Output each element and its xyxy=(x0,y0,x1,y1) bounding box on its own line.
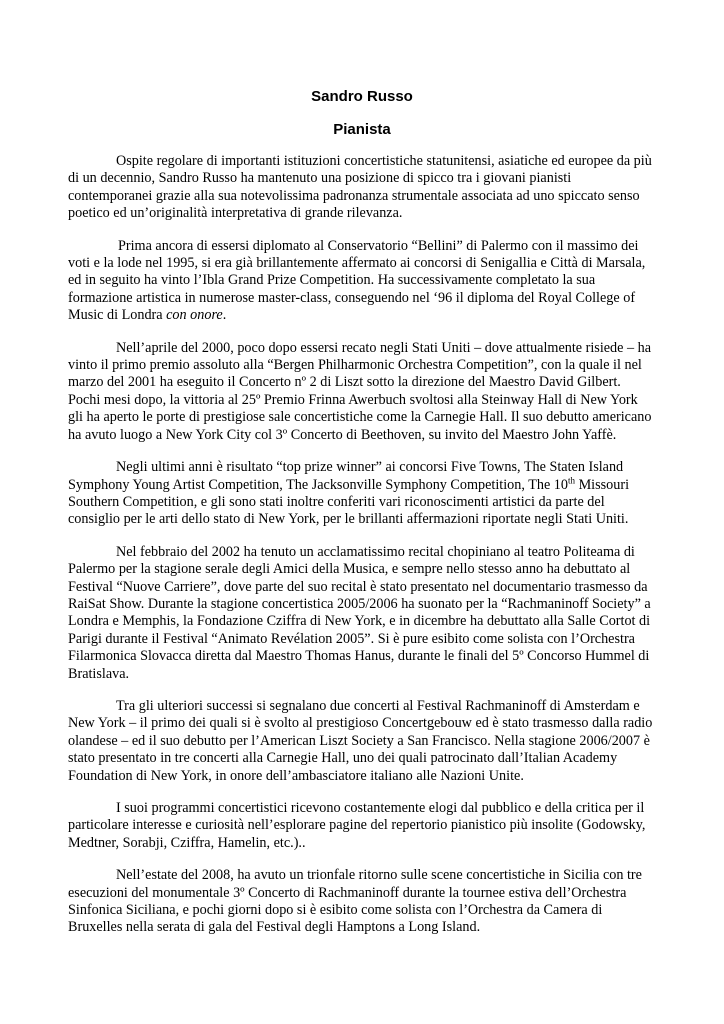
paragraph-8: Nell’estate del 2008, ha avuto un trionfale ritorno sulle scene concertistiche in Sicilia con tre esecuzioni del monumentale 3º Concerto di Rachmaninoff durante la tournee estiva dell’Orchestra Sinfonica Siciliana, e pochi giorni dopo si è esibito come solista con l’Orchestra da Camera di Bruxelles nella serata di gala del Festival degli Hamptons a Long Island. xyxy=(68,867,642,936)
paragraph-2-emphasis: con onore xyxy=(166,307,223,324)
paragraph-6: Tra gli ulteriori successi si segnalano due concerti al Festival Rachmaninoff di Amsterdam e New York – il primo dei quali si è svolto al prestigioso Concertgebouw ed è stato trasmesso dalla radio olandese – ed il suo debutto per l’American Liszt Society a San Francisco. Nella stagione 2006/2007 è stato presentato in tre concerti alla Carnegie Hall, uno dei quali patrocinato dall’Italian Academy Foundation di New York, in onore dell’ambasciatore italiano alle Nazioni Unite. xyxy=(68,697,653,784)
page-title: Sandro Russo xyxy=(311,88,413,105)
paragraph-2: Prima ancora di essersi diplomato al Conservatorio “Bellini” di Palermo con il massimo dei voti e la lode nel 1995, si era già brillantemente affermato ai concorsi di Senigallia e Città di Marsala, ed in seguito ha vinto l’Ibla Grand Prize Competition. Ha successivamente completato la sua formazione artistica in numerose master-class, conseguendo nel ‘96 il diploma del Royal College of Music di Londra con onore. xyxy=(68,237,646,324)
paragraph-7: I suoi programmi concertistici ricevono costantemente elogi dal pubblico e della critica per il particolare interesse e curiosità nell’esplorare pagine del repertorio pianistico più insolite (Godowsky, Medtner, Sorabji, Cziffra, Hamelin, etc.).. xyxy=(68,800,646,851)
paragraph-2-text: Prima ancora di essersi diplomato al Conservatorio “Bellini” di Palermo con il massimo dei voti e la lode nel 1995, si era già brillantemente affermato ai concorsi di Senigallia e Città di Marsala, ed in seguito ha vinto l’Ibla Grand Prize Competition. Ha successivamente completato la sua formazione artistica in numerose master-class, conseguendo nel ‘96 il diploma del Royal College of Music di Londra xyxy=(68,237,646,324)
document-body xyxy=(68,88,656,952)
paragraph-1: Ospite regolare di importanti istituzioni concertistiche statunitensi, asiatiche ed europee da più di un decennio, Sandro Russo ha mantenuto una posizione di spicco tra i giovani pianisti contemporanei grazie alla sua notevolissima padronanza strumentale associata ad uno spiccato senso poetico ed un’originalità interpretativa di grande rilevanza. xyxy=(68,153,652,222)
paragraph-4 xyxy=(68,459,656,529)
page-subtitle: Pianista xyxy=(333,121,391,138)
paragraph-4-superscript: th xyxy=(568,474,576,485)
paragraph-3: Nell’aprile del 2000, poco dopo essersi recato negli Stati Uniti – dove attualmente risiede – ha vinto il primo premio assoluto alla “Bergen Philharmonic Orchestra Competition”, con la quale il nel marzo del 2001 ha eseguito il Concerto nº 2 di Liszt sotto la direzione del Maestro David Gilbert. Pochi mesi dopo, la vittoria al 25º Premio Frinna Awerbuch svoltosi alla Steinway Hall di New York gli ha aperto le porte di prestigiose sale concertistiche come la Carnegie Hall. Il suo debutto americano ha avuto luogo a New York City col 3º Concerto di Beethoven, su invito del Maestro John Yaffè. xyxy=(68,339,652,443)
paragraph-4-text-a: Negli ultimi anni è risultato “top prize winner” ai concorsi Five Towns, The Staten Island Symphony Young Artist Competition, The Jacksonville Symphony Competition, The 10 xyxy=(68,459,624,493)
paragraph-5: Nel febbraio del 2002 ha tenuto un acclamatissimo recital chopiniano al teatro Politeama di Palermo per la stagione serale degli Amici della Musica, e sempre nello stesso anno ha debuttato al Festival “Nuove Carriere”, dove parte del suo recital è stato presentato nel documentario trasmesso da RaiSat Show. Durante la stagione concertistica 2005/2006 ha suonato per la “Rachmaninoff Society” a Londra e Memphis, la Fondazione Cziffra di New York, e in dicembre ha debuttato alla Salle Cortot di Parigi durante il Festival “Animato Revélation 2005”. Si è pure esibito come solista con l’Orchestra Filarmonica Slovacca diretta dal Maestro Thomas Hanus, durante le finali del 5º Concorso Hummel di Bratislava. xyxy=(68,543,651,682)
paragraph-4-text-b: Missouri Southern Competition, e gli sono stati inoltre conferiti vari riconoscimenti artistici da parte del consiglio per le arti dello stato di New York, per le brillanti affermazioni riportate negli Stati Uniti. xyxy=(68,476,630,528)
